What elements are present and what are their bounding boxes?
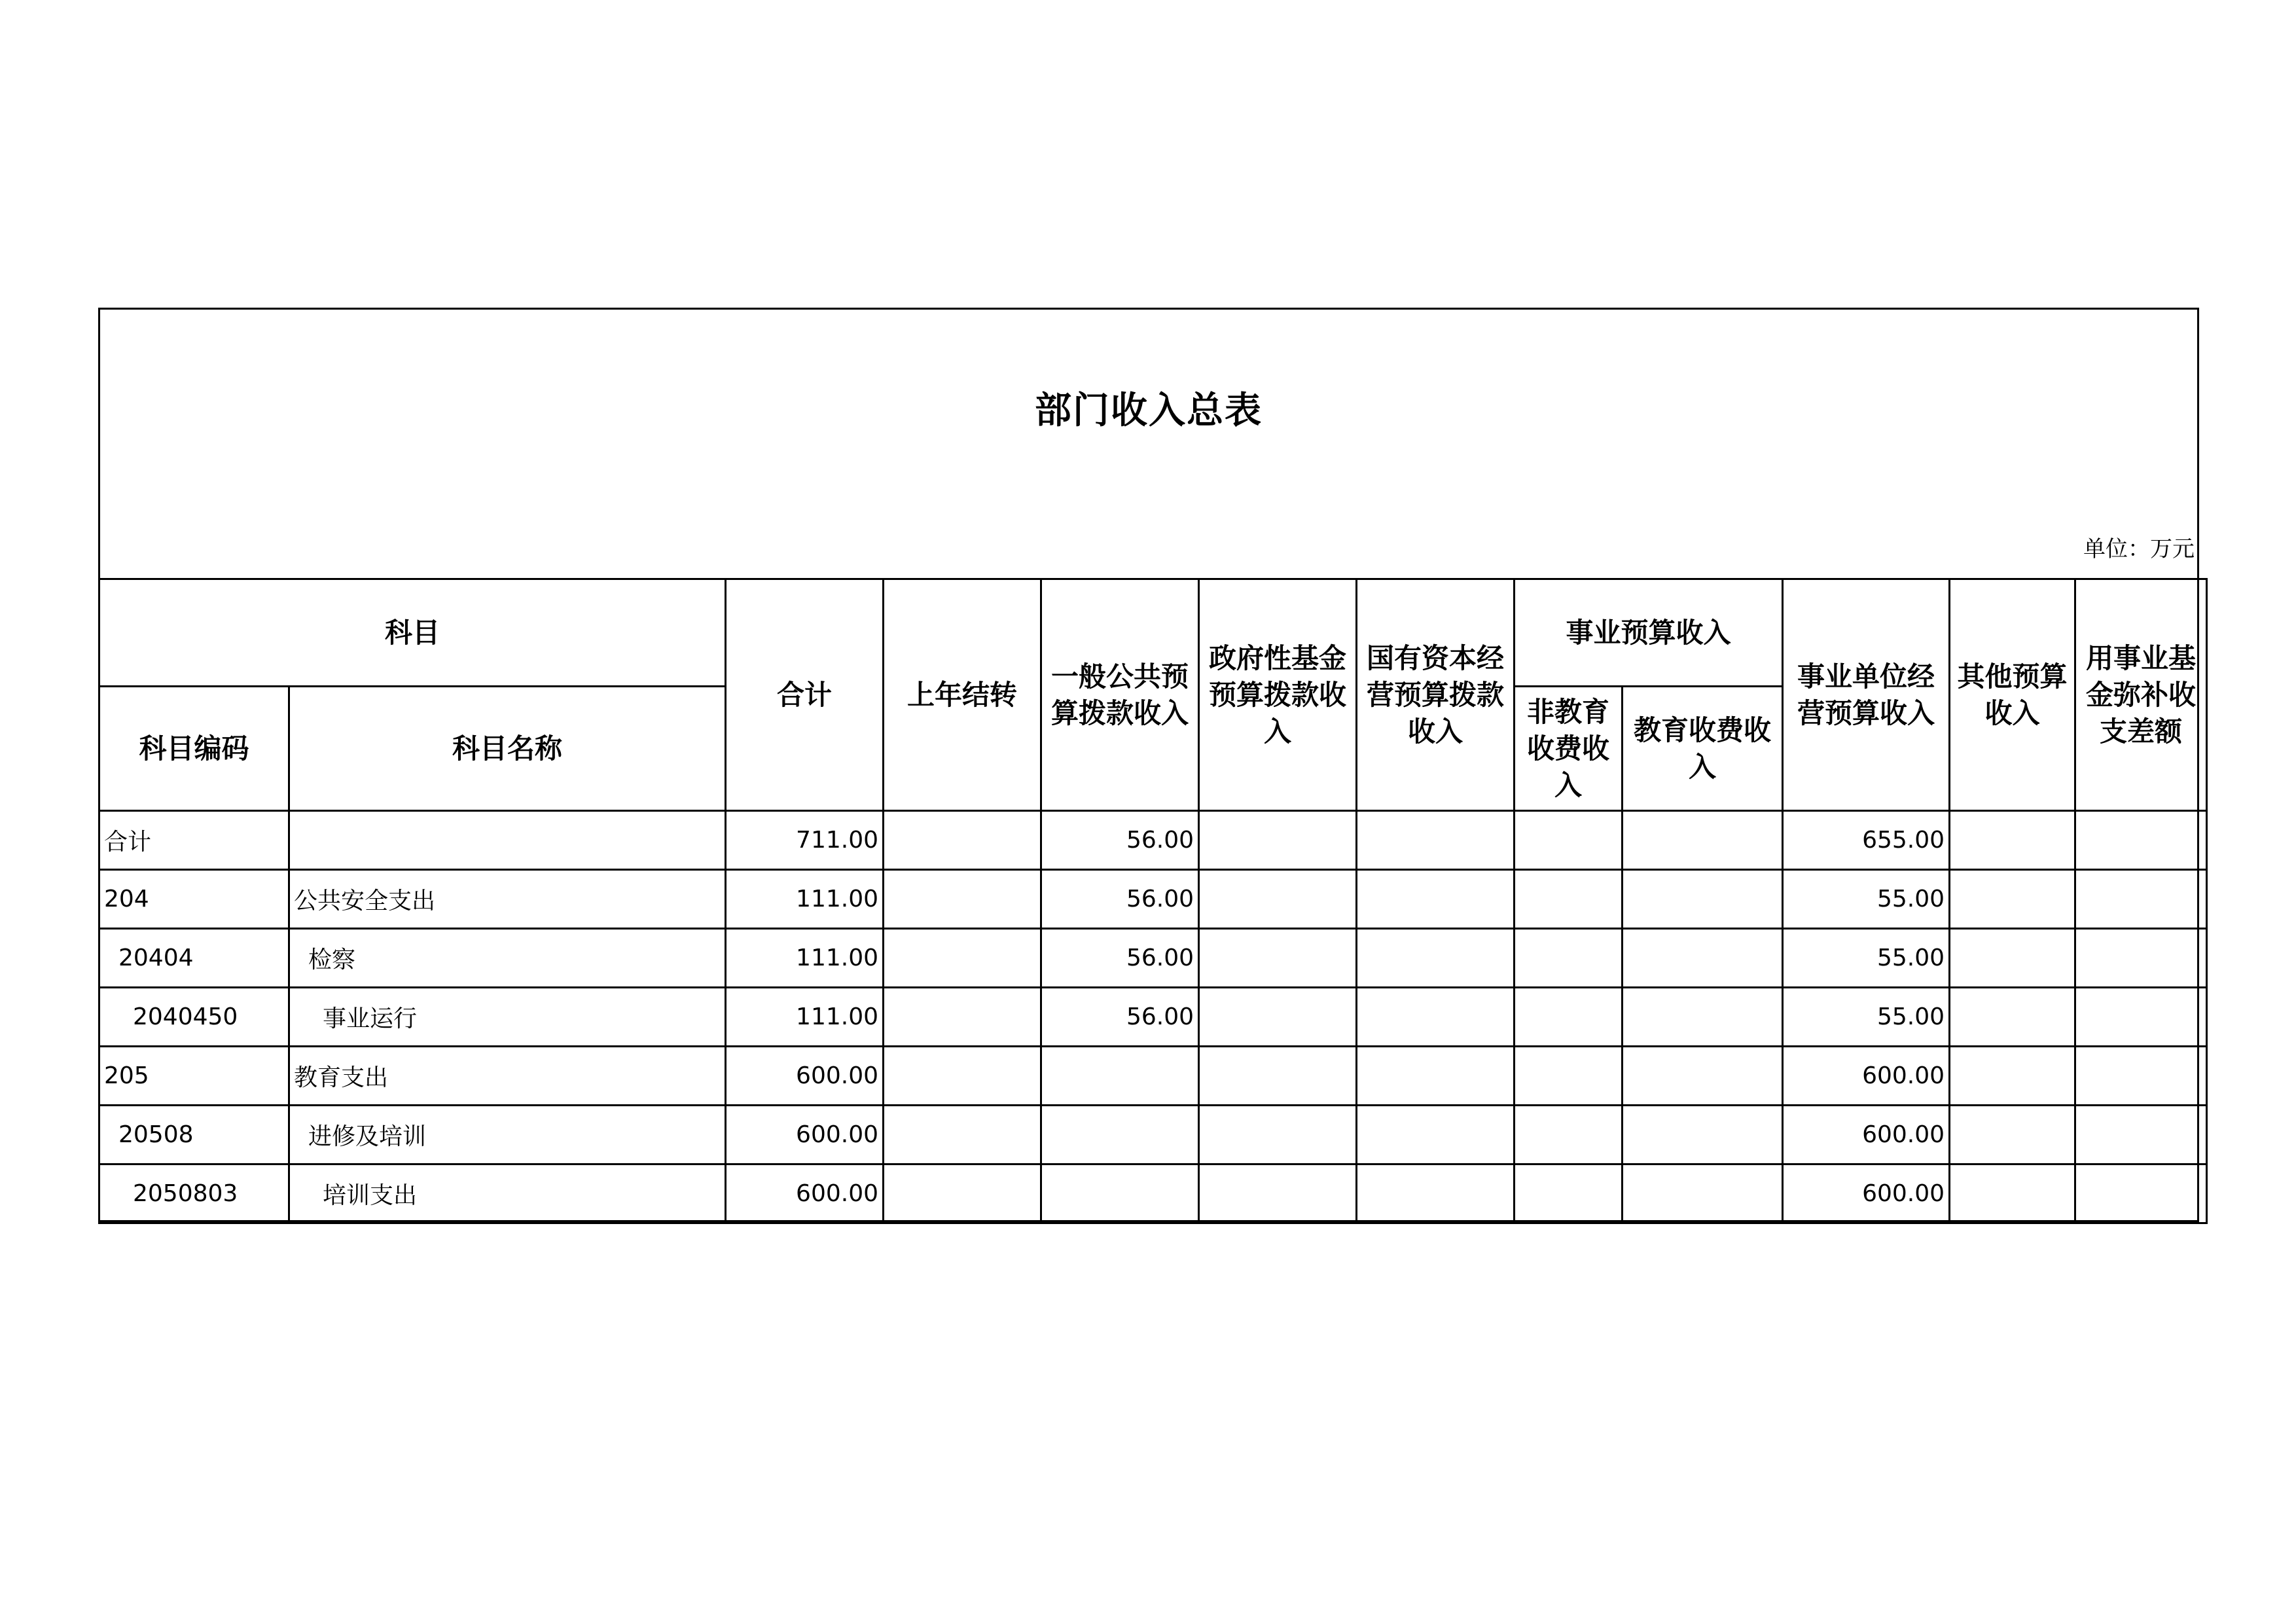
cell-business-operating: 655.00 [1783,811,1950,870]
cell-business-operating: 55.00 [1783,988,1950,1047]
header-subject-code: 科目编码 [99,687,289,811]
cell-general-public [1041,1164,1199,1223]
header-business-group: 事业预算收入 [1515,579,1783,687]
cell-general-public: 56.00 [1041,988,1199,1047]
cell-carryover [884,929,1041,988]
cell-general-public [1041,1047,1199,1106]
cell-fund-offset [2075,988,2207,1047]
table-row [99,1106,2207,1164]
cell-total: 600.00 [726,1164,884,1223]
cell-total: 111.00 [726,870,884,929]
cell-other [1950,811,2075,870]
cell-fund-offset [2075,929,2207,988]
header-gov-fund: 政府性基金预算拨款收入 [1199,579,1357,811]
table-row [99,929,2207,988]
header-business-operating: 事业单位经营预算收入 [1783,579,1950,811]
cell-code: 2040450 [99,988,289,1047]
header-state-capital: 国有资本经营预算拨款收入 [1357,579,1515,811]
table-row [99,988,2207,1047]
cell-name: 公共安全支出 [289,870,726,929]
table-body [99,811,2207,1223]
cell-gov-fund [1199,811,1357,870]
cell-non-edu-fee [1515,929,1623,988]
cell-gov-fund [1199,988,1357,1047]
cell-name: 进修及培训 [289,1106,726,1164]
cell-business-operating: 600.00 [1783,1164,1950,1223]
cell-total: 600.00 [726,1047,884,1106]
cell-gov-fund [1199,929,1357,988]
header-general-public: 一般公共预算拨款收入 [1041,579,1199,811]
cell-non-edu-fee [1515,811,1623,870]
cell-fund-offset [2075,1164,2207,1223]
page-title: 部门收入总表 [1035,389,1263,432]
cell-state-capital [1357,1106,1515,1164]
cell-code: 205 [99,1047,289,1106]
cell-edu-fee [1623,811,1783,870]
cell-state-capital [1357,1047,1515,1106]
cell-fund-offset [2075,1047,2207,1106]
cell-state-capital [1357,929,1515,988]
header-subject-group: 科目 [99,579,726,687]
cell-general-public: 56.00 [1041,870,1199,929]
cell-name: 教育支出 [289,1047,726,1106]
cell-business-operating: 55.00 [1783,870,1950,929]
cell-edu-fee [1623,1047,1783,1106]
header-subject-name: 科目名称 [289,687,726,811]
cell-name [289,811,726,870]
cell-business-operating: 600.00 [1783,1106,1950,1164]
cell-state-capital [1357,811,1515,870]
cell-carryover [884,811,1041,870]
cell-code: 合计 [99,811,289,870]
cell-carryover [884,1106,1041,1164]
cell-fund-offset [2075,1106,2207,1164]
cell-state-capital [1357,988,1515,1047]
cell-edu-fee [1623,870,1783,929]
cell-business-operating: 600.00 [1783,1047,1950,1106]
cell-total: 600.00 [726,1106,884,1164]
cell-code: 2050803 [99,1164,289,1223]
table-row [99,1047,2207,1106]
cell-state-capital [1357,1164,1515,1223]
cell-name: 事业运行 [289,988,726,1047]
cell-gov-fund [1199,1164,1357,1223]
cell-code: 204 [99,870,289,929]
cell-edu-fee [1623,988,1783,1047]
cell-other [1950,929,2075,988]
cell-non-edu-fee [1515,870,1623,929]
cell-fund-offset [2075,811,2207,870]
cell-code: 20404 [99,929,289,988]
cell-carryover [884,870,1041,929]
cell-state-capital [1357,870,1515,929]
cell-edu-fee [1623,929,1783,988]
cell-carryover [884,1164,1041,1223]
unit-label: 单位：万元 [2083,536,2195,562]
cell-business-operating: 55.00 [1783,929,1950,988]
cell-general-public [1041,1106,1199,1164]
cell-non-edu-fee [1515,1047,1623,1106]
cell-non-edu-fee [1515,988,1623,1047]
table-row-total [99,811,2207,870]
header-total: 合计 [726,579,884,811]
cell-name: 培训支出 [289,1164,726,1223]
table-header [99,579,2207,811]
header-other: 其他预算收入 [1950,579,2075,811]
cell-edu-fee [1623,1106,1783,1164]
cell-gov-fund [1199,870,1357,929]
cell-non-edu-fee [1515,1164,1623,1223]
cell-total: 711.00 [726,811,884,870]
cell-code: 20508 [99,1106,289,1164]
cell-other [1950,1164,2075,1223]
header-non-edu-fee: 非教育收费收入 [1515,687,1623,811]
header-fund-offset: 用事业基金弥补收支差额 [2075,579,2207,811]
income-table [98,578,2208,1224]
cell-carryover [884,1047,1041,1106]
cell-total: 111.00 [726,929,884,988]
table-row [99,870,2207,929]
table-row [99,1164,2207,1223]
cell-total: 111.00 [726,988,884,1047]
cell-general-public: 56.00 [1041,811,1199,870]
header-carryover: 上年结转 [884,579,1041,811]
cell-non-edu-fee [1515,1106,1623,1164]
cell-gov-fund [1199,1047,1357,1106]
cell-fund-offset [2075,870,2207,929]
cell-other [1950,870,2075,929]
cell-gov-fund [1199,1106,1357,1164]
cell-edu-fee [1623,1164,1783,1223]
report-frame [98,308,2199,1222]
cell-other [1950,1106,2075,1164]
header-edu-fee: 教育收费收入 [1623,687,1783,811]
cell-name: 检察 [289,929,726,988]
cell-carryover [884,988,1041,1047]
cell-other [1950,988,2075,1047]
cell-other [1950,1047,2075,1106]
cell-general-public: 56.00 [1041,929,1199,988]
